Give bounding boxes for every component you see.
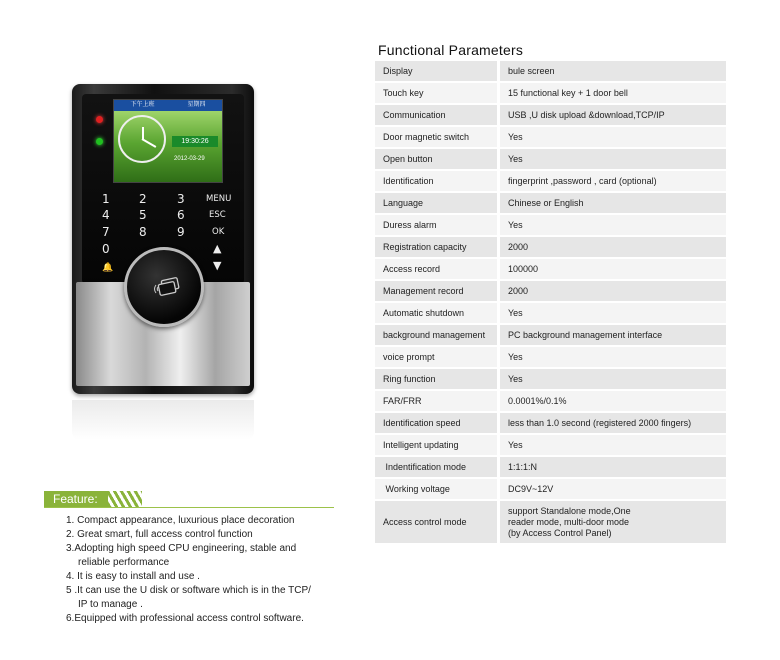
param-row <box>375 281 726 301</box>
feature-item: 5 .It can use the U disk or software which is in the TCP/ <box>66 585 311 596</box>
param-value: Yes <box>500 303 726 323</box>
key-ok: OK <box>212 227 225 237</box>
param-value: 1:1:1:N <box>500 457 726 477</box>
param-value: Yes <box>500 127 726 147</box>
card-reader <box>124 247 204 327</box>
arrow-up-icon: ▲ <box>213 242 222 255</box>
param-name: voice prompt <box>375 347 497 367</box>
param-name: Ring function <box>375 369 497 389</box>
param-name: Duress alarm <box>375 215 497 235</box>
param-value-line: reader mode, multi-door mode <box>508 516 630 527</box>
device-screen <box>113 99 223 183</box>
screen-time: 19:30:26 <box>172 136 218 147</box>
param-row <box>375 259 726 279</box>
key-3: 3 <box>177 192 185 206</box>
key-6: 6 <box>177 208 185 222</box>
param-row <box>375 127 726 147</box>
screen-status-bar <box>114 100 222 111</box>
param-row <box>375 457 726 477</box>
param-name: background management <box>375 325 497 345</box>
param-row <box>375 61 726 81</box>
param-value: 2000 <box>500 237 726 257</box>
screen-date: 2012-03-29 <box>174 156 205 162</box>
feature-item: 4. It is easy to install and use . <box>66 571 200 582</box>
param-name: Registration capacity <box>375 237 497 257</box>
key-5: 5 <box>139 208 147 222</box>
param-row <box>375 413 726 433</box>
feature-item: IP to manage . <box>78 599 143 610</box>
param-value: Chinese or English <box>500 193 726 213</box>
param-row <box>375 303 726 323</box>
param-name: Identification <box>375 171 497 191</box>
key-esc: ESC <box>209 210 226 220</box>
param-row <box>375 215 726 235</box>
param-name: Intelligent updating <box>375 435 497 455</box>
param-name: FAR/FRR <box>375 391 497 411</box>
feature-item: 1. Compact appearance, luxurious place decoration <box>66 515 295 526</box>
screen-shift-label: 下午上班 <box>130 102 155 108</box>
red-led-indicator <box>96 116 103 123</box>
param-value: 15 functional key + 1 door bell <box>500 83 726 103</box>
param-value: Yes <box>500 369 726 389</box>
param-row <box>375 193 726 213</box>
param-value: USB ,U disk upload &download,TCP/IP <box>500 105 726 125</box>
feature-item: 6.Equipped with professional access control software. <box>66 613 304 624</box>
feature-item: reliable performance <box>78 557 170 568</box>
param-row <box>375 369 726 389</box>
param-row <box>375 435 726 455</box>
param-row <box>375 149 726 169</box>
param-row <box>375 347 726 367</box>
param-name: Indentification mode <box>375 457 497 477</box>
param-row <box>375 105 726 125</box>
params-table <box>375 61 726 545</box>
device-reflection <box>72 400 254 440</box>
param-row <box>375 83 726 103</box>
key-0: 0 <box>102 242 110 256</box>
key-8: 8 <box>139 225 147 239</box>
key-9: 9 <box>177 225 185 239</box>
param-name: Identification speed <box>375 413 497 433</box>
params-title: Functional Parameters <box>378 42 524 58</box>
param-row <box>375 171 726 191</box>
param-name: Access record <box>375 259 497 279</box>
param-row <box>375 501 726 543</box>
device-illustration <box>72 84 254 394</box>
param-value <box>500 501 726 543</box>
key-4: 4 <box>102 208 110 222</box>
param-value: Yes <box>500 347 726 367</box>
feature-list <box>66 514 328 626</box>
param-row <box>375 479 726 499</box>
key-7: 7 <box>102 225 110 239</box>
param-value: 0.0001%/0.1% <box>500 391 726 411</box>
feature-divider <box>44 507 334 508</box>
clock-icon <box>118 115 166 163</box>
param-value: 100000 <box>500 259 726 279</box>
feature-item: 2. Great smart, full access control function <box>66 529 253 540</box>
param-name: Management record <box>375 281 497 301</box>
param-value: Yes <box>500 435 726 455</box>
param-value: 2000 <box>500 281 726 301</box>
feature-stripes-decoration <box>108 491 142 507</box>
arrow-down-icon: ▼ <box>213 259 222 272</box>
bell-icon: 🔔 <box>102 262 114 272</box>
key-menu: MENU <box>206 194 232 204</box>
param-name: Communication <box>375 105 497 125</box>
green-led-indicator <box>96 138 103 145</box>
param-value: Yes <box>500 215 726 235</box>
param-name: Access control mode <box>375 501 497 543</box>
param-name: Touch key <box>375 83 497 103</box>
param-row <box>375 325 726 345</box>
param-value: fingerprint ,password , card (optional) <box>500 171 726 191</box>
rfid-card-icon <box>153 276 181 298</box>
key-2: 2 <box>139 192 147 206</box>
param-value: DC9V~12V <box>500 479 726 499</box>
param-name: Display <box>375 61 497 81</box>
param-value: less than 1.0 second (registered 2000 fingers) <box>500 413 726 433</box>
key-1: 1 <box>102 192 110 206</box>
feature-item: 3.Adopting high speed CPU engineering, stable and <box>66 543 297 554</box>
feature-header <box>44 488 334 508</box>
param-row <box>375 391 726 411</box>
param-name: Language <box>375 193 497 213</box>
feature-heading: Feature: <box>44 491 108 507</box>
param-value: Yes <box>500 149 726 169</box>
param-value-line: (by Access Control Panel) <box>508 527 612 538</box>
param-value: PC background management interface <box>500 325 726 345</box>
param-name: Door magnetic switch <box>375 127 497 147</box>
param-row <box>375 237 726 257</box>
param-name: Working voltage <box>375 479 497 499</box>
param-name: Automatic shutdown <box>375 303 497 323</box>
param-value-line: support Standalone mode,One <box>508 505 631 516</box>
screen-weekday-label: 星期四 <box>187 102 206 108</box>
param-value: bule screen <box>500 61 726 81</box>
param-name: Open button <box>375 149 497 169</box>
